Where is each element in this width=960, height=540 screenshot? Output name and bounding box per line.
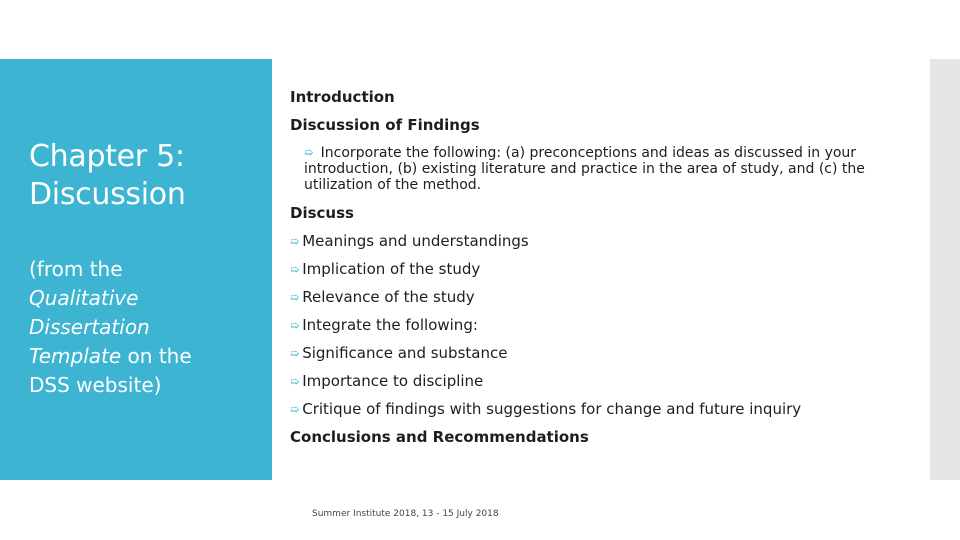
bullet-item bbox=[290, 343, 507, 364]
section-discussion-of-findings: Discussion of Findings bbox=[290, 116, 480, 134]
bullet-text: Meanings and understandings bbox=[302, 232, 529, 250]
bullet-item bbox=[290, 287, 475, 308]
chapter-title-line1: Chapter 5: bbox=[29, 139, 185, 174]
arrow-bullet-icon: ➯ bbox=[290, 291, 300, 304]
bullet-item bbox=[290, 259, 480, 280]
chapter-title bbox=[29, 138, 264, 214]
bullet-text: Critique of findings with suggestions for change and future inquiry bbox=[302, 400, 802, 418]
bullet-item bbox=[290, 399, 801, 420]
subtitle bbox=[29, 255, 264, 400]
section-introduction: Introduction bbox=[290, 88, 395, 106]
arrow-bullet-icon: ➯ bbox=[290, 235, 300, 248]
section-discuss: Discuss bbox=[290, 204, 354, 222]
subtitle-line5: DSS website) bbox=[29, 373, 162, 397]
footer-text: Summer Institute 2018, 13 - 15 July 2018 bbox=[312, 509, 499, 519]
arrow-bullet-icon: ➯ bbox=[290, 347, 300, 360]
arrow-bullet-icon: ➯ bbox=[290, 403, 300, 416]
arrow-bullet-icon: ➯ bbox=[290, 375, 300, 388]
side-bar-decoration bbox=[930, 59, 960, 480]
bullet-item bbox=[290, 231, 529, 252]
bullet-text: Relevance of the study bbox=[302, 288, 475, 306]
incorporate-item bbox=[304, 145, 874, 193]
bullet-text: Implication of the study bbox=[302, 260, 481, 278]
arrow-bullet-icon: ➯ bbox=[290, 263, 300, 276]
section-conclusions: Conclusions and Recommendations bbox=[290, 428, 589, 446]
bullet-text: Significance and substance bbox=[302, 344, 508, 362]
subtitle-after: on the bbox=[121, 344, 192, 368]
chapter-title-line2: Discussion bbox=[29, 177, 186, 212]
bullet-text: Integrate the following: bbox=[302, 316, 478, 334]
bullet-text: Importance to discipline bbox=[302, 372, 484, 390]
bullet-item bbox=[290, 371, 483, 392]
bullet-item bbox=[290, 315, 478, 336]
subtitle-italic-2: Dissertation bbox=[29, 315, 150, 339]
subtitle-italic-3: Template bbox=[29, 344, 122, 368]
arrow-bullet-icon: ➯ bbox=[290, 319, 300, 332]
subtitle-italic-1: Qualitative bbox=[29, 286, 139, 310]
subtitle-prefix: (from the bbox=[29, 257, 123, 281]
arrow-bullet-icon: ➯ bbox=[304, 146, 314, 159]
incorporate-text: Incorporate the following: (a) preconceptions and ideas as discussed in your introduction, (b) existing literature and practice in the area of study, and (c) the utilization of the method. bbox=[304, 145, 865, 193]
